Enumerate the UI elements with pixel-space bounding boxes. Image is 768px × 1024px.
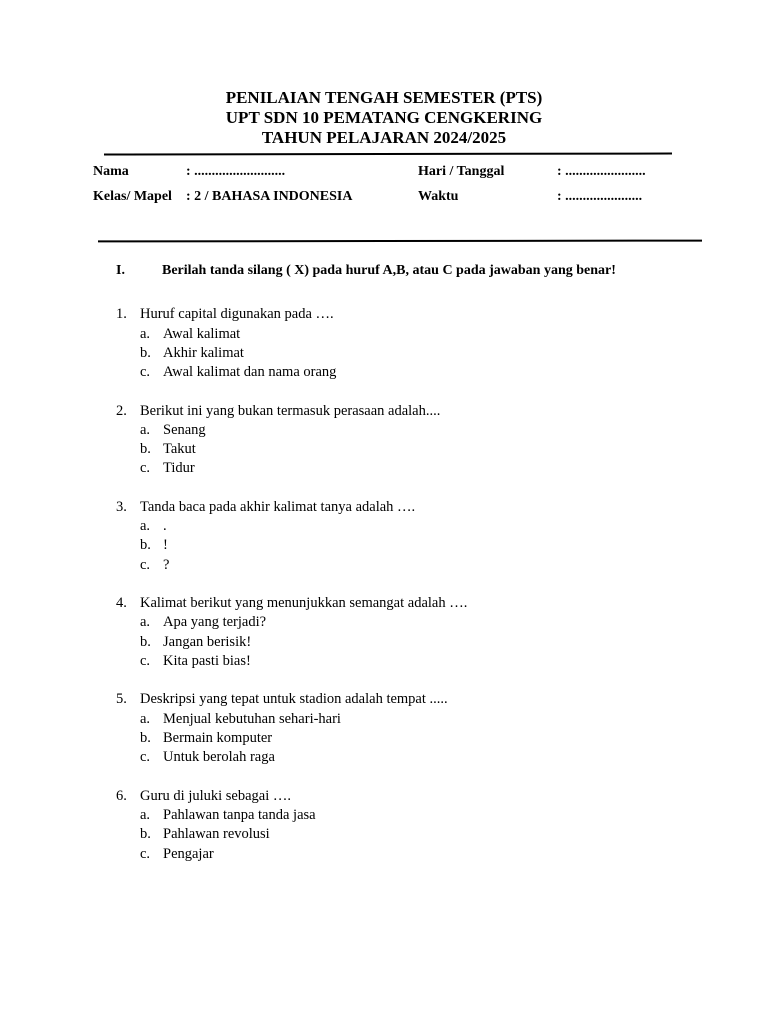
nama-field: : .......................... xyxy=(186,164,286,179)
question-text: Kalimat berikut yang menunjukkan semangat adalah …. xyxy=(140,595,468,611)
option-text: Takut xyxy=(163,441,196,457)
option-text: Akhir kalimat xyxy=(163,345,244,361)
option-letter: a. xyxy=(140,422,151,438)
question-number: 1. xyxy=(116,306,127,322)
question-text: Berikut ini yang bukan termasuk perasaan adalah.... xyxy=(140,403,441,419)
option-text: Untuk berolah raga xyxy=(163,749,275,765)
option-text: . xyxy=(163,518,167,534)
option-letter: b. xyxy=(140,441,151,457)
option-letter: c. xyxy=(140,846,151,862)
option-letter: b. xyxy=(140,730,151,746)
question-text: Deskripsi yang tepat untuk stadion adalah tempat ..... xyxy=(140,691,448,707)
question-number: 5. xyxy=(116,691,127,707)
exam-title: PENILAIAN TENGAH SEMESTER (PTS) xyxy=(225,88,543,107)
option-letter: b. xyxy=(140,826,151,842)
option-letter: a. xyxy=(140,326,151,342)
option-text: Pahlawan tanpa tanda jasa xyxy=(163,807,316,823)
nama-label: Nama xyxy=(93,164,129,179)
option-letter: b. xyxy=(140,345,151,361)
question-number: 4. xyxy=(116,595,127,611)
hari-tanggal-label: Hari / Tanggal xyxy=(418,164,505,179)
option-text: Pengajar xyxy=(163,846,214,862)
option-text: Awal kalimat dan nama orang xyxy=(163,364,337,380)
option-text: Menjual kebutuhan sehari-hari xyxy=(163,711,341,727)
question-number: 2. xyxy=(116,403,127,419)
option-text: ? xyxy=(163,557,170,573)
waktu-field: : ...................... xyxy=(557,189,643,204)
option-letter: c. xyxy=(140,557,151,573)
waktu-label: Waktu xyxy=(418,189,459,204)
question-text: Huruf capital digunakan pada …. xyxy=(140,306,334,322)
question-text: Guru di juluki sebagai …. xyxy=(140,788,292,804)
section-number: I. xyxy=(116,263,125,278)
hari-tanggal-field: : ....................... xyxy=(557,164,646,179)
option-text: Jangan berisik! xyxy=(163,634,252,650)
option-letter: a. xyxy=(140,614,151,630)
header-divider-bottom xyxy=(98,240,702,243)
option-letter: c. xyxy=(140,460,151,476)
option-text: Apa yang terjadi? xyxy=(163,614,267,630)
option-text: Tidur xyxy=(163,460,195,476)
question-text: Tanda baca pada akhir kalimat tanya adalah …. xyxy=(140,499,416,515)
option-letter: a. xyxy=(140,518,151,534)
option-text: ! xyxy=(163,537,168,553)
option-text: Bermain komputer xyxy=(163,730,273,746)
header-divider-top xyxy=(104,153,672,156)
option-letter: a. xyxy=(140,807,151,823)
academic-year: TAHUN PELAJARAN 2024/2025 xyxy=(261,128,507,147)
option-text: Senang xyxy=(163,422,206,438)
question-number: 3. xyxy=(116,499,127,515)
section-instruction: Berilah tanda silang ( X) pada huruf A,B, atau C pada jawaban yang benar! xyxy=(162,263,616,278)
question-number: 6. xyxy=(116,788,127,804)
option-text: Awal kalimat xyxy=(163,326,241,342)
kelas-mapel-label: Kelas/ Mapel xyxy=(93,189,172,204)
option-letter: c. xyxy=(140,653,151,669)
option-letter: a. xyxy=(140,711,151,727)
kelas-mapel-field: : 2 / BAHASA INDONESIA xyxy=(186,189,353,204)
option-letter: c. xyxy=(140,749,151,765)
option-letter: b. xyxy=(140,634,151,650)
option-letter: c. xyxy=(140,364,151,380)
option-letter: b. xyxy=(140,537,151,553)
option-text: Pahlawan revolusi xyxy=(163,826,270,842)
option-text: Kita pasti bias! xyxy=(163,653,251,669)
school-name: UPT SDN 10 PEMATANG CENGKERING xyxy=(225,108,543,127)
